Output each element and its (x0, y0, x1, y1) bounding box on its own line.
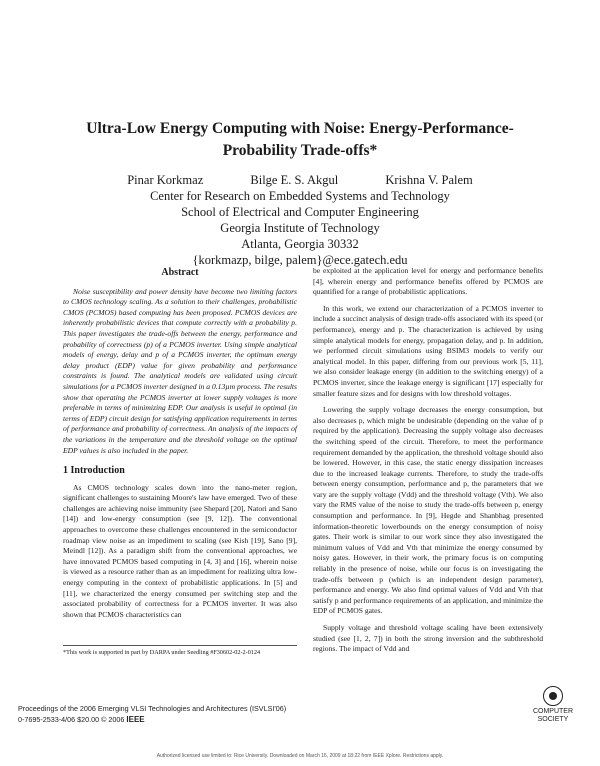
affiliation-email: {korkmazp, bilge, palem}@ece.gatech.edu (192, 253, 408, 267)
section-heading-introduction: 1 Introduction (63, 465, 125, 477)
ieee-logo-text: IEEE (126, 715, 145, 724)
logo-line-2: SOCIETY (537, 716, 569, 723)
paper-title: Ultra-Low Energy Computing with Noise: Energy-Performance-Probability Trade-offs* (86, 120, 514, 159)
intro-paragraph-1: As CMOS technology scales down into the nano-meter region, significant challenges to sustaining Moore's law have emerged. Two of these challenges are achieving noise immunity (see Shepard [20], Natori and Sano [14]) and low-energy consumption (see [9, 12]). The conventional approaches to overcome these challenges encountered in the semiconductor roadmap view noise as an impediment to scaling (see Kish [19], Sano [9], Meindl [12]). As a paradigm shift from the conventional approaches, we have innovated PCMOS based computing in [4, 3] and [16], wherein noise is viewed as a resource rather than as an impediment for realizing ultra low-energy computing in the context of probabilistic applications. In [5] and [11], we characterized the energy consumed per switching step and the associated probability of correctness for a PCMOS inverter. It was also shown that PCMOS characteristics can (63, 482, 297, 619)
right-paragraph-3: Supply voltage and threshold voltage scaling have been extensively studied (see [1, 2, 7]) in both the strong inversion and the subthreshold regions. The impact of Vdd and (313, 623, 543, 654)
right-column (313, 266, 543, 655)
affiliation-city: Atlanta, Georgia 30332 (241, 237, 359, 251)
footnote: *This work is supported in part by DARPA under Seedling #F30602-02-2-0124 (63, 645, 297, 657)
author-1: Pinar Korkmaz (127, 173, 204, 187)
isbn-line (18, 714, 286, 725)
proceedings-footer (18, 703, 286, 725)
affiliation-center: Center for Research on Embedded Systems and Technology (150, 189, 450, 203)
abstract-text: Noise susceptibility and power density have become two limiting factors to CMOS technology scaling. As a solution to their challenges, probabilistic CMOS (PCMOS) based computing has been proposed. PCMOS devices are inherently probabilistic devices that compute correctly with a probability p. This paper investigates the trade-offs between the energy, performance and probability of correctness (p) of a PCMOS inverter. Using simple analytical models of energy, delay and p of a PCMOS inverter, the optimum energy delay product (EDP) value for given probability and performance constraints is found. The analytical models are validated using circuit simulations for a PCMOS inverter designed in a 0.13µm process. The results show that operating the PCMOS inverter at lower supply voltages is more preferable in terms of minimizing EDP. Our analysis is useful in optimal (in terms of EDP) circuit design for satisfying application requirements in terms of performance and probability of correctness. An analysis of the impacts of the variations in the temperature and the threshold voltage on the optimal EDP values is also included in the paper. (63, 286, 297, 455)
author-2: Bilge E. S. Akgul (250, 173, 339, 187)
computer-society-icon (543, 686, 563, 706)
author-block (60, 172, 540, 268)
right-paragraph-2: Lowering the supply voltage decreases the energy consumption, but also decreases p, which might be undesirable (depending on the value of p required by the application). Decreasing the supply voltage also decreases the switching speed of the circuit. Therefore, to meet the performance requirement demanded by the application, the threshold voltage should also be lowered. However, in this case, the static energy dissipation increases due to the increased leakage currents. Therefore, to study the trade-offs between energy consumption, performance and p, the parameters that we vary are the supply voltage (Vdd) and the threshold voltage (Vth). We also vary the RMS value of the noise to study the trade-offs between p, energy consumption and performance. In [9], Hegde and Shanbhag presented information-theoretic lowerbounds on the energy consumption of noisy gates. Their work is similar to our work since they also investigated the minimum values of Vdd and Vth that minimize the energy consumed by noisy gates. However, in their work, the primary focus is on computing reliably in the presence of noise, while our focus is on investigating the trade-offs between p (which is an independent design parameter), performance and energy. We also find optimal values of Vdd and Vth that satisfy p and performance requirements of an application, and minimize the EDP of PCMOS gates. (313, 405, 543, 616)
logo-line-1: COMPUTER (532, 708, 574, 715)
right-paragraph-1: In this work, we extend our characterization of a PCMOS inverter to include a succinct analysis of design trade-offs associated with its speed (or performance), energy and p. The characterization is achieved by using simple analytical models for energy, propagation delay, and p. In addition, we performed circuit simulations using BSIM3 models to verify our analytical model. In this paper, differing from our previous work [5, 11], we also consider leakage energy (in addition to the switching energy) of a PCMOS inverter, since the leakage energy is significant [17] especially for smaller feature sizes and for designs with low threshold voltages. (313, 303, 543, 398)
proceedings-line: Proceedings of the 2006 Emerging VLSI Technologies and Architectures (ISVLSI'06) (18, 704, 287, 713)
computer-society-logo (523, 686, 583, 724)
license-notice: Authorized licensed use limited to: Rice University. Downloaded on March 16, 2009 at 18:22 from IEEE Xplore. Restrictions apply. (156, 753, 444, 759)
left-column (63, 268, 297, 620)
affiliation-school: School of Electrical and Computer Engineering (181, 205, 419, 219)
abstract-heading: Abstract (161, 267, 199, 278)
isbn-text: 0-7695-2533-4/06 $20.00 © 2006 (18, 715, 125, 724)
affiliation-institute: Georgia Institute of Technology (220, 221, 380, 235)
author-3: Krishna V. Palem (385, 173, 473, 187)
author-names (60, 172, 540, 188)
right-paragraph-0: be exploited at the application level for energy and performance benefits [4], wherein energy and performance benefits offered by PCMOS are quantified for a range of probabilistic applications. (313, 266, 543, 297)
